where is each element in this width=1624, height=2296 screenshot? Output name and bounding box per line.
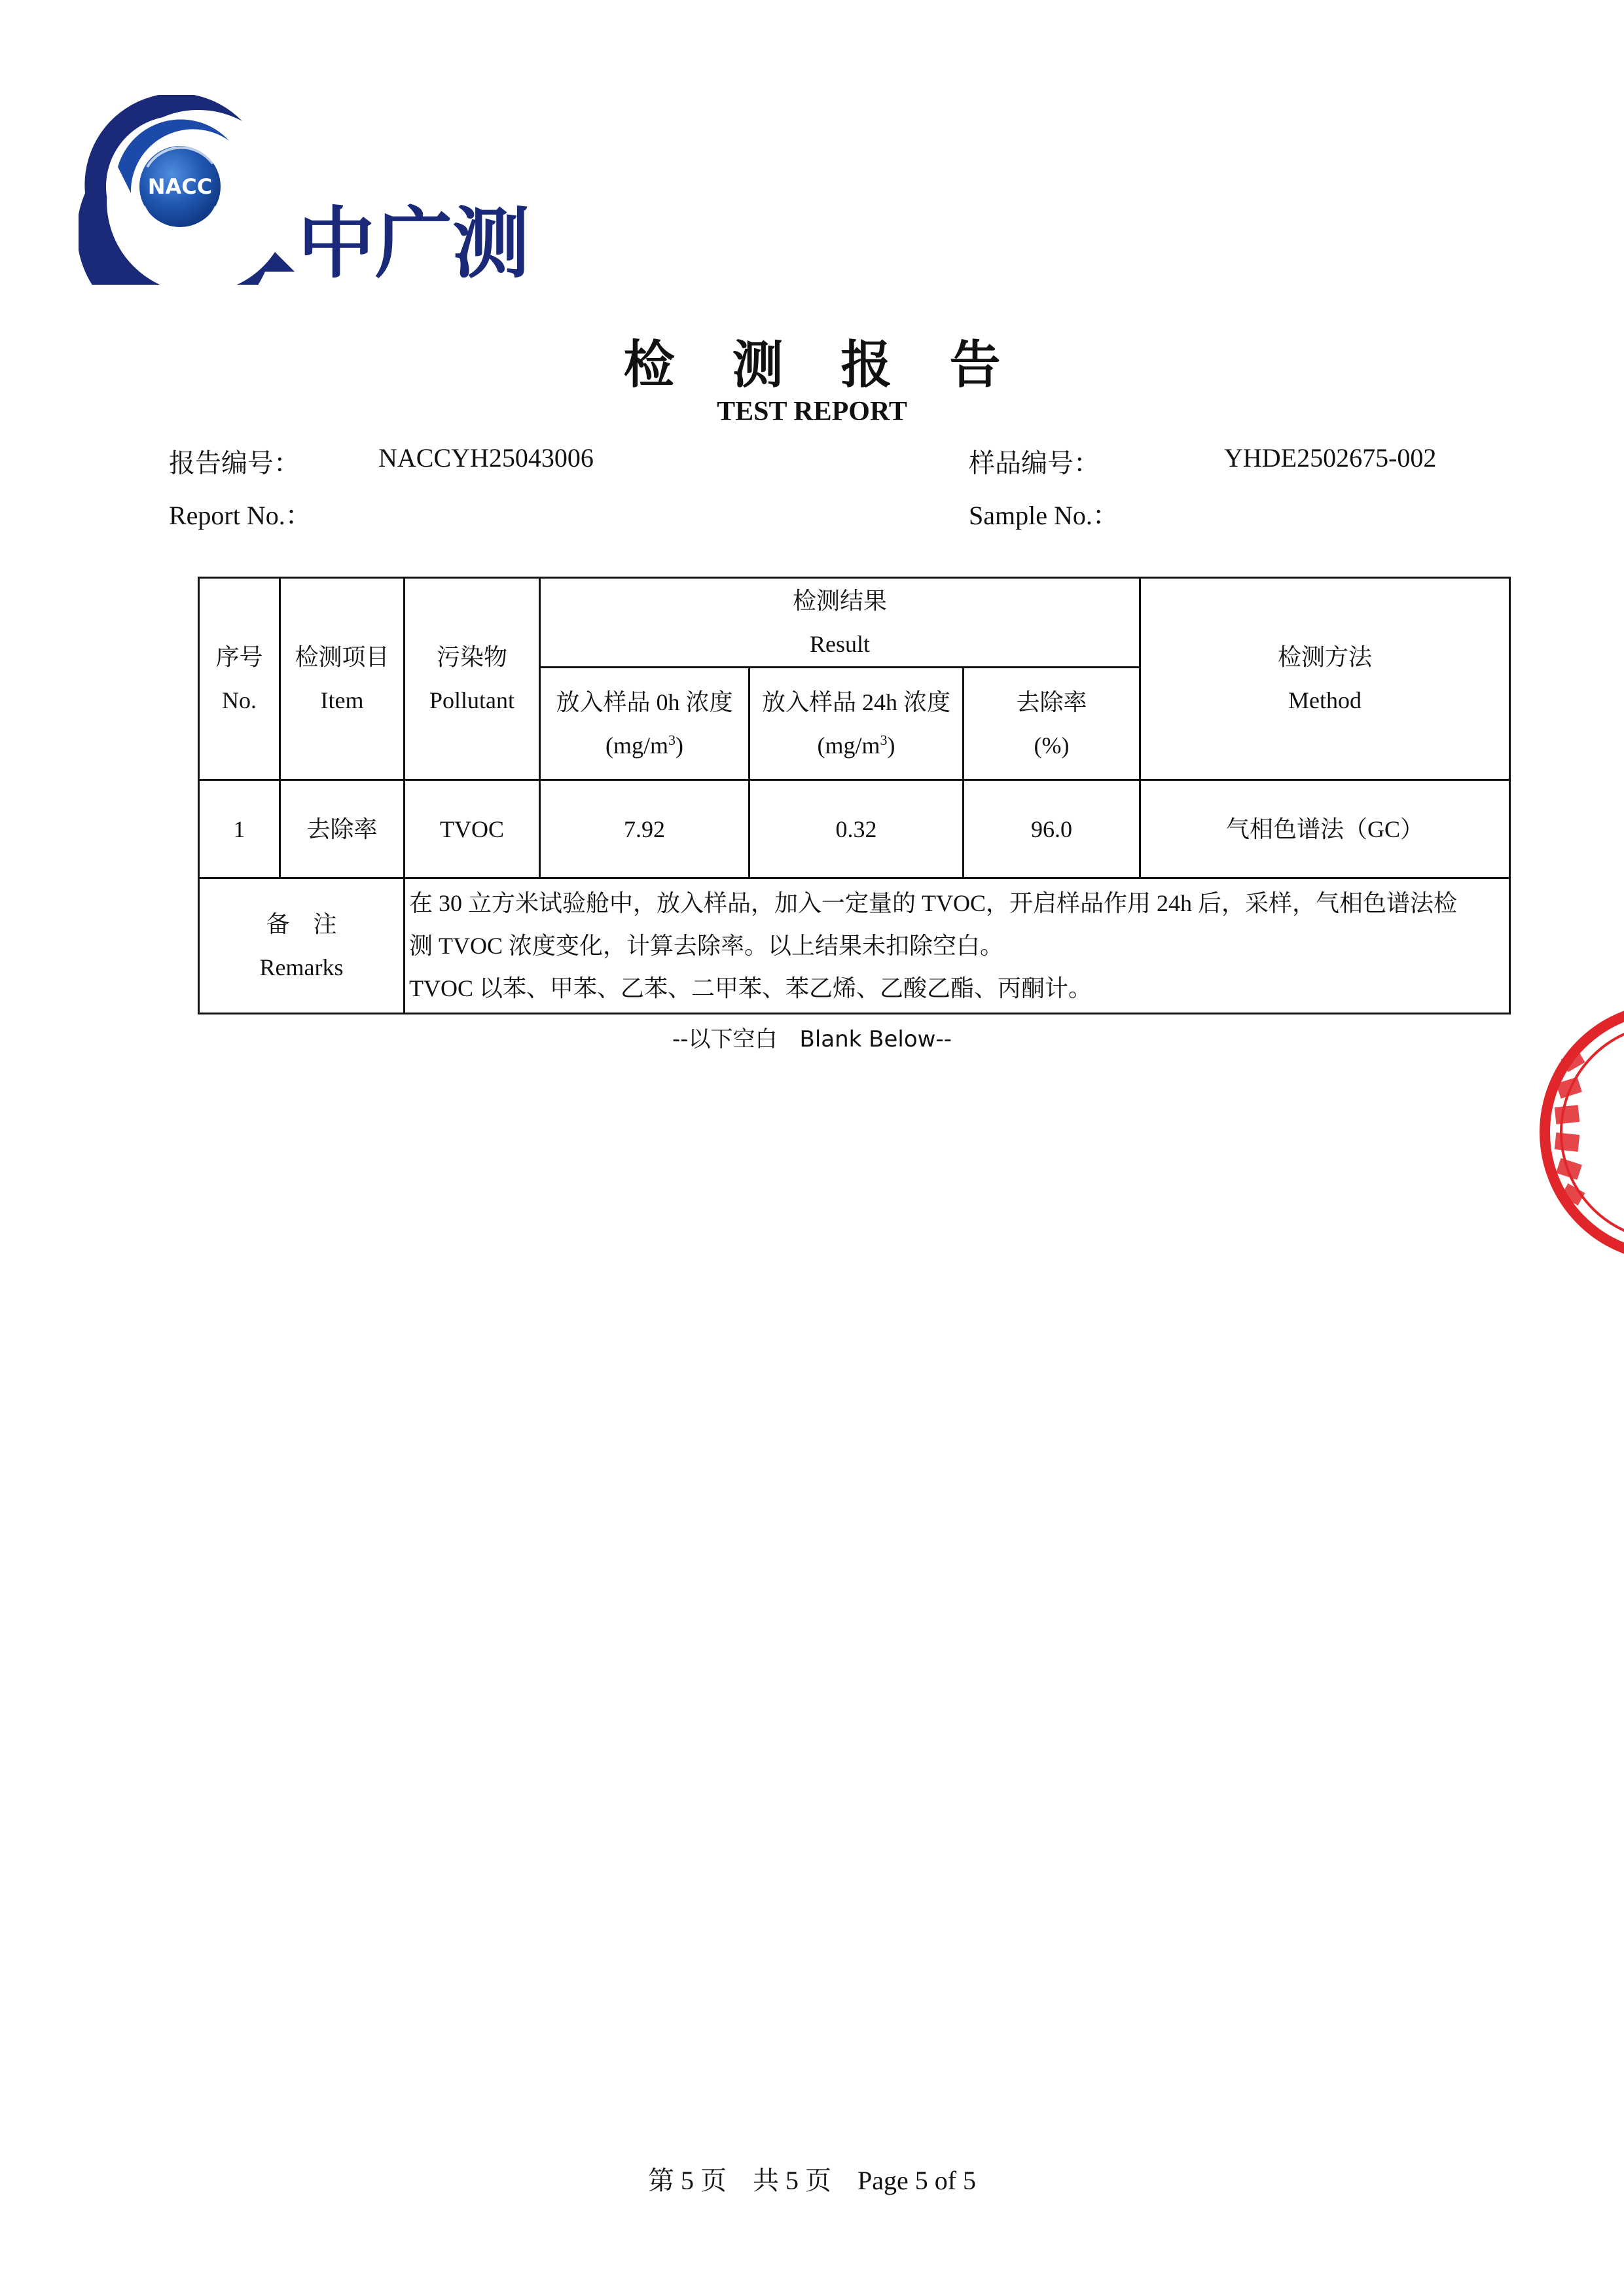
header-no: 序号 No. <box>199 578 280 780</box>
cell-item: 去除率 <box>280 780 405 878</box>
header-method: 检测方法 Method <box>1140 578 1510 780</box>
remarks-text: 在 30 立方米试验舱中，放入样品，加入一定量的 TVOC，开启样品作用 24h 后，采样，气相色谱法检 测 TVOC 浓度变化，计算去除率。以上结果未扣除空白。 TVOC 以苯、甲苯、乙苯、二甲苯、苯乙烯、乙酸乙酯、丙酮计。 <box>405 878 1510 1014</box>
header-result: 检测结果 Result <box>540 578 1140 668</box>
header-removal-rate: 去除率 (%) <box>964 668 1140 780</box>
official-stamp <box>1532 995 1624 1270</box>
header-pollutant: 污染物 Pollutant <box>405 578 540 780</box>
remarks-label: 备 注 Remarks <box>199 878 405 1014</box>
sample-no-label-en: Sample No.： <box>969 501 1119 530</box>
company-logo <box>79 95 550 285</box>
report-title-en: TEST REPORT <box>717 397 907 427</box>
sample-no-value: YHDE2502675-002 <box>1224 443 1437 473</box>
cell-no: 1 <box>199 780 280 878</box>
logo-company-name: 中广测 <box>298 198 530 285</box>
cell-method: 气相色谱法（GC） <box>1140 780 1510 878</box>
cell-pollutant: TVOC <box>405 780 540 878</box>
cell-conc-0h: 7.92 <box>540 780 749 878</box>
report-title-cn: 检测报告 <box>623 335 1058 395</box>
blank-below-note: --以下空白 Blank Below-- <box>672 1026 952 1052</box>
report-no-label-en: Report No.： <box>169 501 312 530</box>
sample-no-label-cn: 样品编号： <box>969 448 1100 478</box>
logo-badge-text: NACC <box>147 174 213 199</box>
header-item: 检测项目 Item <box>280 578 405 780</box>
header-conc-0h: 放入样品 0h 浓度 $(mg/m^3)$ <box>540 668 749 780</box>
header-conc-24h: 放入样品 24h 浓度 $(mg/m^3)$ <box>749 668 964 780</box>
cell-conc-24h: 0.32 <box>749 780 964 878</box>
report-no-label-cn: 报告编号： <box>169 448 300 478</box>
page-footer: 第 5 页 共 5 页 Page 5 of 5 <box>647 2166 977 2195</box>
cell-removal-rate: 96.0 <box>964 780 1140 878</box>
results-table <box>198 577 1511 1014</box>
report-no-value: NACCYH25043006 <box>378 443 594 473</box>
table-row <box>199 780 1510 878</box>
